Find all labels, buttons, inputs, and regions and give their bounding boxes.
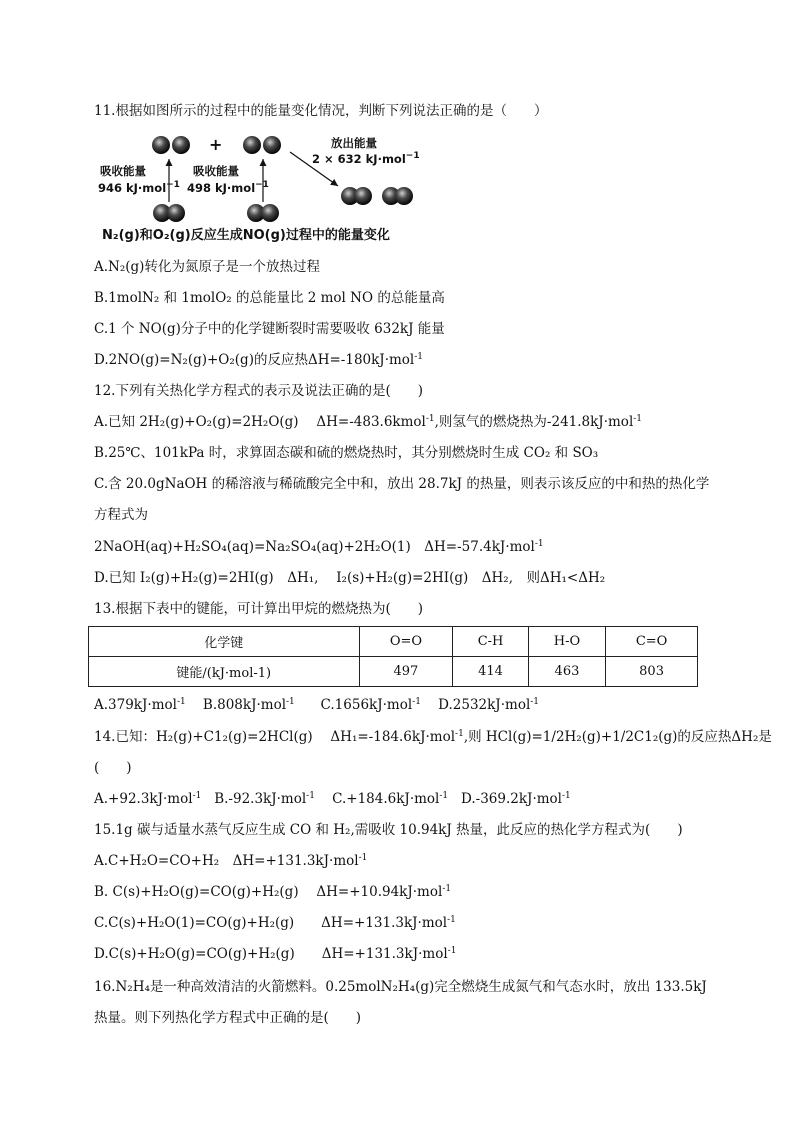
q12-option-a: A.已知 2H₂(g)+O₂(g)=2H₂O(g) ΔH=-483.6kmol$^{-1}$,则氢气的燃烧热为-241.8kJ·mol$^{-1}$ — [94, 414, 643, 430]
q12-stem: 12.下列有关热化学方程式的表示及说法正确的是( ) — [94, 383, 424, 399]
plus-sign: + — [209, 135, 223, 154]
table-cell: H-O — [528, 627, 605, 657]
absorb2-label: 吸收能量 — [193, 164, 239, 178]
molecule-o2-b — [261, 204, 279, 222]
q11-stem: 11.根据如图所示的过程中的能量变化情况，判断下列说法正确的是（ ） — [94, 103, 548, 119]
q11-option-a: A.N₂(g)转化为氮原子是一个放热过程 — [94, 259, 320, 275]
table-cell: 497 — [359, 657, 453, 687]
molecule-n2-b — [167, 204, 185, 222]
q15-option-d: D.C(s)+H₂O(g)=CO(g)+H₂(g) ΔH=+131.3kJ·mol$^{-1}$ — [94, 946, 457, 962]
q15-option-a: A.C+H₂O=CO+H₂ ΔH=+131.3kJ·mol$^{-1}$ — [94, 853, 368, 869]
q12-option-c-line2: 方程式为 — [94, 507, 148, 523]
q16-stem-line1: 16.N₂H₄是一种高效清洁的火箭燃料。0.25molN₂H₄(g)完全燃烧生成氮气和气态水时，放出 133.5kJ — [94, 979, 707, 995]
q12-option-d: D.已知 I₂(g)+H₂(g)=2HI(g) ΔH₁, I₂(s)+H₂(g)=2HI(g) ΔH₂, 则ΔH₁<ΔH₂ — [94, 570, 606, 586]
bond-energy-table — [88, 626, 698, 687]
atom-o-1 — [243, 136, 261, 154]
table-cell: 键能/(kJ·mol-1) — [89, 657, 360, 687]
q14-paren: ( ) — [94, 760, 132, 776]
table-cell: C-H — [453, 627, 528, 657]
q12-option-c-line1: C.含 20.0gNaOH 的稀溶液与稀硫酸完全中和，放出 28.7kJ 的热量，则表示该反应的中和热的热化学 — [94, 476, 710, 492]
q15-stem: 15.1g 碳与适量水蒸气反应生成 CO 和 H₂,需吸收 10.94kJ 热量，此反应的热化学方程式为( ) — [94, 822, 683, 838]
q16-stem-line2: 热量。则下列热化学方程式中正确的是( ) — [94, 1010, 362, 1026]
q12-option-b: B.25℃、101kPa 时，求算固态碳和硫的燃烧热时，其分别燃烧时生成 CO₂ 和 SO₃ — [94, 445, 599, 461]
q12-option-c-line3: 2NaOH(aq)+H₂SO₄(aq)=Na₂SO₄(aq)+2H₂O(1) ΔH=-57.4kJ·mol$^{-1}$ — [94, 539, 544, 555]
q13-stem: 13.根据下表中的键能，可计算出甲烷的燃烧热为( ) — [94, 601, 424, 617]
table-cell: 414 — [453, 657, 528, 687]
release-value: 2 × 632 kJ·mol$^{-1}$ — [312, 151, 420, 166]
q11-option-b: B.1molN₂ 和 1molO₂ 的总能量比 2 mol NO 的总能量高 — [94, 290, 445, 306]
table-cell: O=O — [359, 627, 453, 657]
no-1-b — [354, 187, 372, 205]
q11-option-d: D.2NO(g)=N₂(g)+O₂(g)的反应热ΔH=-180kJ·mol$^{-1}$ — [94, 352, 424, 368]
q13-options: A.379kJ·mol$^{-1}$ B.808kJ·mol$^{-1}$ C.1656kJ·mol$^{-1}$ D.2532kJ·mol$^{-1}$ — [94, 697, 540, 713]
atom-o-2 — [263, 136, 281, 154]
atom-n-2 — [172, 136, 190, 154]
release-label: 放出能量 — [331, 136, 377, 150]
q14-stem: 14.已知：H₂(g)+C1₂(g)=2HCl(g) ΔH₁=-184.6kJ·mol$^{-1}$,则 HCl(g)=1/2H₂(g)+1/2C1₂(g)的反应热ΔH₂是 — [94, 729, 772, 745]
absorb1-label: 吸收能量 — [100, 164, 146, 178]
figure-caption: N₂(g)和O₂(g)反应生成NO(g)过程中的能量变化 — [102, 228, 390, 243]
absorb2-value: 498 kJ·mol$^{-1}$ — [187, 180, 269, 195]
atom-n-1 — [152, 136, 170, 154]
q15-option-b: B. C(s)+H₂O(g)=CO(g)+H₂(g) ΔH=+10.94kJ·mol$^{-1}$ — [94, 884, 452, 900]
q11-option-c: C.1 个 NO(g)分子中的化学键断裂时需要吸收 632kJ 能量 — [94, 321, 445, 337]
q15-option-c: C.C(s)+H₂O(1)=CO(g)+H₂(g) ΔH=+131.3kJ·mol$^{-1}$ — [94, 915, 456, 931]
table-header-row — [89, 627, 698, 657]
q14-options: A.+92.3kJ·mol$^{-1}$ B.-92.3kJ·mol$^{-1}$ C.+184.6kJ·mol$^{-1}$ D.-369.2kJ·mol$^{-1}$ — [94, 791, 571, 807]
table-cell: 化学键 — [89, 627, 360, 657]
table-cell: 463 — [528, 657, 605, 687]
no-2-b — [395, 187, 413, 205]
table-cell: C=O — [606, 627, 698, 657]
table-row — [89, 657, 698, 687]
table-cell: 803 — [606, 657, 698, 687]
absorb1-value: 946 kJ·mol$^{-1}$ — [98, 180, 180, 195]
